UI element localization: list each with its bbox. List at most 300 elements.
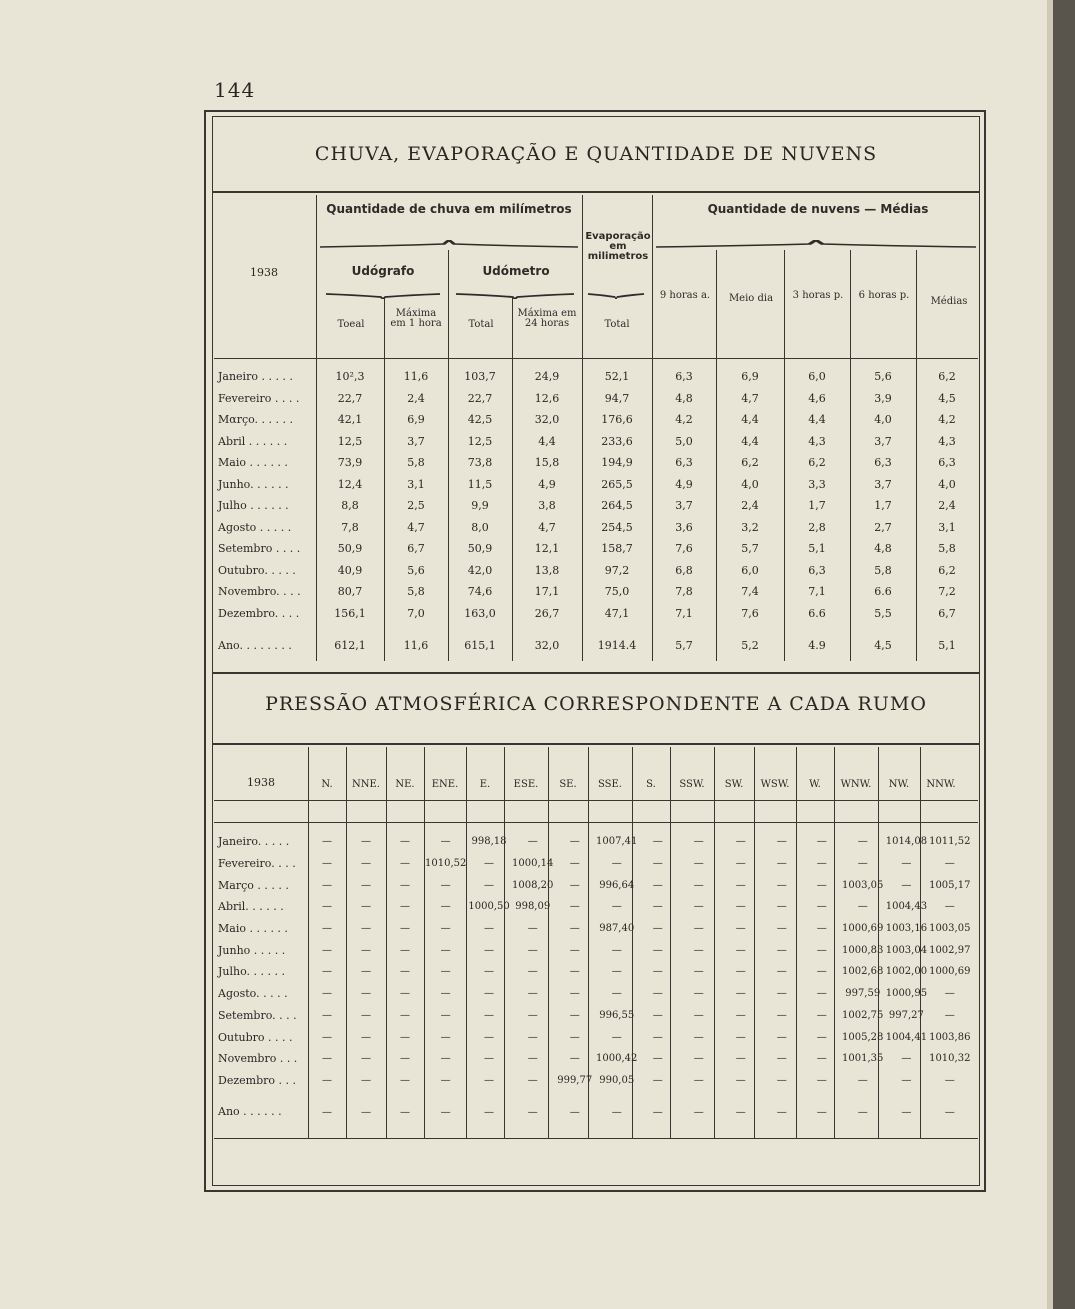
rain-table-year-header: 1938 [250,266,278,279]
value-cell: — [693,1053,704,1065]
value-cell: 4,0 [741,477,759,491]
value-cell: — [361,1107,371,1119]
value-cell: — [440,1107,451,1119]
value-cell: 80,7 [337,585,363,599]
value-cell: — [400,1053,410,1065]
value-cell: — [322,1074,332,1086]
value-cell: — [322,879,332,891]
value-cell: 50,9 [337,542,363,556]
value-cell: — [776,923,787,935]
value-cell: — [322,1031,332,1043]
value-cell: — [901,1107,912,1119]
value-cell: — [484,1031,495,1043]
month-label: Novembro . . . [218,1052,298,1066]
value-cell: — [440,1009,451,1021]
value-cell: 7,0 [407,606,425,620]
value-cell: 1000,14 [512,858,554,870]
max-1h-header: Máxima em 1 hora [390,308,442,329]
value-cell: 2,4 [741,499,759,513]
value-cell: 12,6 [534,391,560,405]
table-row [214,939,971,961]
value-cell: — [322,836,332,848]
value-cell: — [816,966,827,978]
value-cell: 6,2 [741,456,759,470]
value-cell: — [440,1074,451,1086]
pressure-header-rule-2 [214,822,978,823]
value-cell: 5,7 [741,542,759,556]
value-cell: — [901,879,912,891]
udografo-header: Udógrafo [351,264,415,278]
value-cell: — [361,879,371,891]
table-row [214,1048,971,1070]
value-cell: — [527,836,538,848]
value-cell: 5,8 [407,456,425,470]
value-cell: — [484,966,495,978]
clouds-group-header: Quantidade de nuvens — Médias [707,202,929,216]
month-label: Setembro . . . . [218,542,301,556]
value-cell: — [611,944,622,956]
value-cell: — [944,901,955,913]
value-cell: 22,7 [467,391,493,405]
value-cell: 32,0 [534,413,560,427]
value-cell: — [322,858,332,870]
value-cell: 15,8 [534,456,560,470]
value-cell: — [735,1031,746,1043]
value-cell: 6,3 [675,456,693,470]
table-row [214,831,971,853]
value-cell: 7,2 [938,585,956,599]
value-cell: 3,1 [407,477,425,491]
table-row [214,517,978,539]
value-cell: 1000,95 [885,988,928,1000]
table-row [214,388,978,410]
value-cell: — [440,944,451,956]
value-cell: 998,18 [471,836,507,848]
value-cell: — [440,988,451,1000]
value-cell: — [735,879,746,891]
month-label: Fevereiro . . . . [218,391,300,405]
value-cell: — [901,1074,912,1086]
value-cell: 12,1 [534,542,560,556]
value-cell: — [735,1009,746,1021]
value-cell: 12,5 [337,434,363,448]
value-cell: — [693,988,704,1000]
value-cell: — [527,1053,538,1065]
value-cell: 42,1 [337,413,363,427]
value-cell: 6.6 [808,606,826,620]
value-cell: 40,9 [337,563,363,577]
value-cell: — [652,901,663,913]
value-cell: 1000,50 [468,901,510,913]
value-cell: 254,5 [601,520,633,534]
value-cell: 7,1 [808,585,826,599]
value-cell: 24,9 [534,370,560,384]
value-cell: — [569,966,580,978]
table-row [214,560,978,582]
clouds-6h-header: 6 horas p. [858,290,910,301]
value-cell: 52,1 [604,370,630,384]
value-cell: — [611,858,622,870]
value-cell: — [735,1053,746,1065]
direction-header: NW. [888,779,910,790]
value-cell: 4,4 [741,413,759,427]
value-cell: — [527,944,538,956]
value-cell: — [400,1107,410,1119]
evaporation-brace [588,291,644,299]
month-label: Outubro. . . . . [218,563,296,577]
direction-header: E. [479,779,491,790]
value-cell: 1005,28 [842,1031,884,1043]
pressure-bottom-rule [214,1138,978,1139]
value-cell: — [857,858,868,870]
value-cell: 265,5 [601,477,633,491]
value-cell: — [484,1074,495,1086]
value-cell: — [816,1107,827,1119]
value-cell: 1,7 [874,499,892,513]
month-label: Ano . . . . . . [218,1105,282,1119]
value-cell: — [776,858,787,870]
value-cell: — [776,1009,787,1021]
value-cell: 4,8 [675,391,693,405]
value-cell: 1002,00 [885,966,928,978]
month-label: Janeiro . . . . . [218,370,293,384]
value-cell: 6,2 [938,370,956,384]
value-cell: — [816,879,827,891]
value-cell: 5,8 [938,542,956,556]
value-cell: — [569,836,580,848]
pressure-header-rule [214,800,978,801]
value-cell: — [652,1031,663,1043]
value-cell: — [322,901,332,913]
value-cell: — [652,1074,663,1086]
table-row [214,1005,971,1027]
value-cell: — [735,901,746,913]
value-cell: — [652,966,663,978]
value-cell: 2,5 [407,499,425,513]
value-cell: 1001,35 [842,1053,884,1065]
value-cell: — [400,1009,410,1021]
value-cell: — [776,988,787,1000]
value-cell: — [484,944,495,956]
table-row [214,853,971,875]
value-cell: — [361,944,371,956]
table-row [214,366,978,388]
value-cell: — [735,836,746,848]
direction-header: ESE. [513,779,539,790]
table-row [214,452,978,474]
value-cell: 73,8 [467,456,493,470]
max-24h-header: Máxima em 24 horas [517,308,577,329]
value-cell: — [857,1074,868,1086]
udometro-header: Udómetro [482,264,550,278]
value-cell: 8,0 [471,520,489,534]
value-cell: 1000,69 [929,966,971,978]
evaporation-header: Evaporação em milimetros [585,231,651,262]
value-cell: — [776,1074,787,1086]
value-cell: 3,3 [808,477,826,491]
value-cell: 1003,04 [885,944,928,956]
page-number: 144 [214,78,256,102]
value-cell: — [816,944,827,956]
value-cell: 11,6 [403,370,429,384]
value-cell: 233,6 [601,434,633,448]
value-cell: — [484,858,495,870]
value-cell: — [361,901,371,913]
value-cell: — [400,923,410,935]
month-label: Junho. . . . . . [218,477,289,491]
value-cell: — [735,988,746,1000]
value-cell: — [484,879,495,891]
value-cell: — [735,944,746,956]
total-evaporation-header: Total [604,319,630,330]
month-label: Setembro. . . . [218,1008,297,1022]
value-cell: 4,9 [675,477,693,491]
month-label: Agosto. . . . . [218,987,288,1001]
page-binding-shadow [1053,0,1075,1309]
value-cell: — [693,1009,704,1021]
value-cell: 3,2 [741,520,759,534]
value-cell: 6,7 [407,542,425,556]
table-row [214,896,971,918]
value-cell: — [776,879,787,891]
value-cell: 997,59 [845,988,881,1000]
clouds-noon-header: Meio dia [728,293,774,304]
value-cell: 73,9 [337,456,363,470]
value-cell: — [484,1107,495,1119]
value-cell: 6,2 [808,456,826,470]
value-cell: 987,40 [599,923,635,935]
value-cell: 2,8 [808,520,826,534]
value-cell: 4,3 [938,434,956,448]
value-cell: 1004,43 [885,901,928,913]
table-row [214,1026,971,1048]
value-cell: 1002,75 [842,1009,884,1021]
value-cell: 32,0 [534,639,560,652]
value-cell: — [361,966,371,978]
table-row [214,961,971,983]
value-cell: — [693,879,704,891]
direction-header: SE. [559,779,577,790]
value-cell: 615,1 [464,639,496,652]
value-cell: 4,4 [808,413,826,427]
value-cell: — [569,858,580,870]
value-cell: — [361,1053,371,1065]
value-cell: — [816,901,827,913]
clouds-3h-header: 3 horas p. [792,290,844,301]
value-cell: — [693,1031,704,1043]
value-cell: 42,5 [467,413,493,427]
pressure-table-year-header: 1938 [247,776,275,789]
value-cell: 3,7 [407,434,425,448]
value-cell: 4,2 [675,413,693,427]
value-cell: 6.6 [874,585,892,599]
value-cell: 3,1 [938,520,956,534]
table-row [214,874,971,896]
value-cell: 1010,52 [425,858,467,870]
annual-row [214,1091,971,1118]
value-cell: 999,77 [557,1074,593,1086]
table-row [214,495,978,517]
rain-group-header: Quantidade de chuva em milímetros [326,202,572,216]
value-cell: — [776,836,787,848]
value-cell: — [901,858,912,870]
value-cell: — [569,988,580,1000]
month-label: Janeiro. . . . . [218,835,290,849]
value-cell: — [569,1053,580,1065]
value-cell: — [693,858,704,870]
value-cell: — [569,1009,580,1021]
section-rule-top [212,672,980,674]
value-cell: — [361,988,371,1000]
value-cell: 26,7 [534,606,560,620]
value-cell: 6,3 [675,370,693,384]
value-cell: — [322,1009,332,1021]
value-cell: 5,6 [874,370,892,384]
value-cell: 7,4 [741,585,759,599]
value-cell: 1014,08 [885,836,928,848]
value-cell: 2,4 [938,499,956,513]
value-cell: 3,8 [538,499,556,513]
value-cell: 4,4 [538,434,556,448]
udometro-brace [456,291,574,299]
value-cell: — [857,901,868,913]
value-cell: 1000,83 [842,944,884,956]
value-cell: 22,7 [337,391,363,405]
value-cell: — [322,988,332,1000]
value-cell: — [652,858,663,870]
value-cell: 5,1 [938,639,956,652]
value-cell: — [611,1031,622,1043]
value-cell: — [361,1031,371,1043]
value-cell: 156,1 [334,606,366,620]
table-row [214,1070,971,1092]
value-cell: — [569,1031,580,1043]
value-cell: 6,2 [938,563,956,577]
value-cell: 1003,16 [885,923,928,935]
page-edge [1047,0,1053,1309]
month-label: Abril . . . . . . [218,434,288,448]
value-cell: 4,0 [938,477,956,491]
value-cell: 103,7 [464,370,496,384]
clouds-9h-header: 9 horas a. [659,290,711,301]
value-cell: — [693,923,704,935]
pressure-table-title: PRESSÃO ATMOSFÉRICA CORRESPONDENTE A CADA RUMO [265,693,927,715]
value-cell: — [816,1031,827,1043]
value-cell: 5,5 [874,606,892,620]
rain-group-brace [320,240,578,248]
value-cell: 10²,3 [335,370,365,384]
value-cell: — [944,1074,955,1086]
table-row [214,983,971,1005]
month-label: Julho . . . . . . [218,499,289,513]
clouds-group-brace [656,240,976,248]
value-cell: — [440,879,451,891]
value-cell: 42,0 [467,563,493,577]
value-cell: 990,05 [599,1074,635,1086]
value-cell: — [569,879,580,891]
direction-header: SSW. [679,779,705,790]
direction-header: S. [646,779,656,790]
value-cell: — [611,966,622,978]
value-cell: — [693,966,704,978]
value-cell: — [857,1107,868,1119]
value-cell: 176,6 [601,413,633,427]
value-cell: 6,9 [741,370,759,384]
month-label: Março . . . . . [218,878,289,892]
value-cell: 5,8 [407,585,425,599]
value-cell: — [693,901,704,913]
value-cell: 1005,17 [929,879,971,891]
value-cell: 6,3 [938,456,956,470]
value-cell: — [776,1107,787,1119]
value-cell: 998,09 [515,901,551,913]
value-cell: 5,6 [407,563,425,577]
value-cell: — [569,923,580,935]
value-cell: 194,9 [601,456,633,470]
header-bottom-rule [214,358,978,359]
value-cell: 163,0 [464,606,496,620]
value-cell: 94,7 [604,391,630,405]
value-cell: — [776,966,787,978]
total-udometro-header: Total [468,319,494,330]
value-cell: 158,7 [601,542,633,556]
value-cell: — [322,944,332,956]
value-cell: — [776,1053,787,1065]
value-cell: — [400,879,410,891]
direction-header: WNW. [840,779,872,790]
value-cell: — [400,1074,410,1086]
value-cell: — [816,923,827,935]
value-cell: 6,7 [938,606,956,620]
value-cell: — [816,858,827,870]
value-cell: 1000,69 [842,923,884,935]
value-cell: — [944,1107,955,1119]
value-cell: 997,27 [888,1009,924,1021]
table-row [214,603,978,625]
table-row [214,409,978,431]
value-cell: 6,0 [808,370,826,384]
value-cell: — [652,944,663,956]
value-cell: — [361,923,371,935]
clouds-mean-header: Médias [930,296,968,307]
table-row [214,538,978,560]
value-cell: — [569,1107,580,1119]
table-row [214,581,978,603]
title-rule-2 [212,743,980,745]
value-cell: 4,4 [741,434,759,448]
value-cell: — [361,858,371,870]
value-cell: — [484,988,495,1000]
value-cell: 6,0 [741,563,759,577]
value-cell: — [361,836,371,848]
annual-row [214,624,978,655]
value-cell: — [693,1074,704,1086]
value-cell: — [816,1053,827,1065]
value-cell: 264,5 [601,499,633,513]
month-label: Fevereiro. . . . [218,857,296,871]
value-cell: 13,8 [534,563,560,577]
value-cell: — [400,836,410,848]
table-row [214,918,971,940]
value-cell: 4,5 [874,639,892,652]
value-cell: 7,1 [675,606,693,620]
month-label: Julho. . . . . . [218,965,285,979]
month-label: Agosto . . . . . [218,520,292,534]
value-cell: — [652,923,663,935]
value-cell: 996,55 [599,1009,635,1021]
value-cell: — [735,858,746,870]
value-cell: 1008,20 [512,879,554,891]
